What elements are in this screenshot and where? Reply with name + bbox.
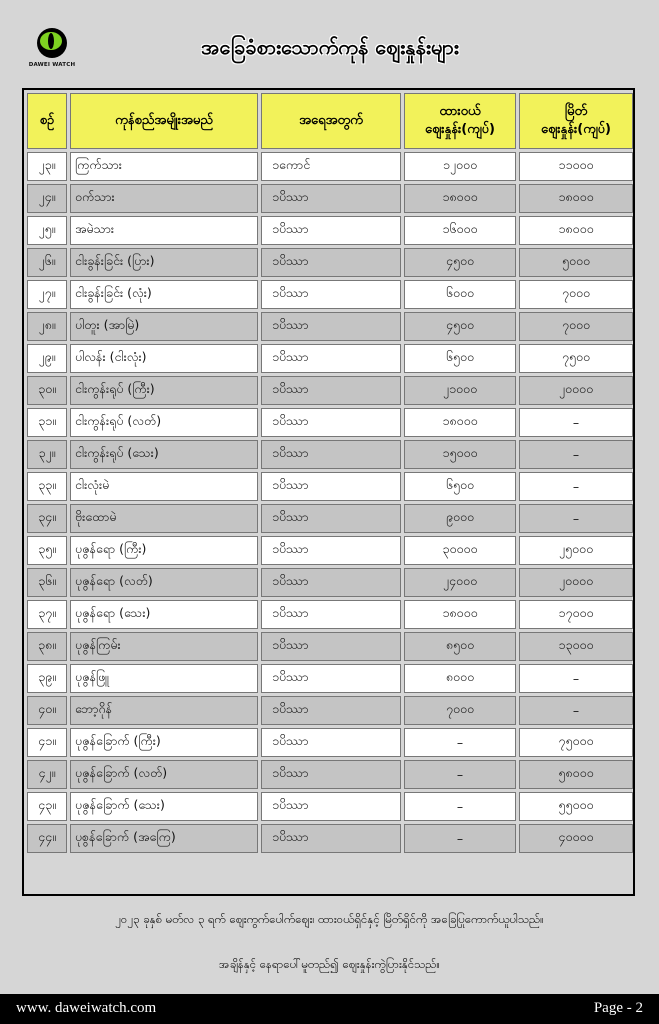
row-number: ၂၉။ [27, 344, 67, 373]
header-myeik-price [519, 93, 633, 149]
row-dawei-price: ၉၀၀၀ [404, 504, 516, 533]
row-myeik-price: ၇၀၀၀ [519, 312, 633, 341]
row-item-name: ပုဇွန်ခြောက် (ကြီး) [70, 728, 258, 757]
header-no: စဉ် [27, 93, 67, 149]
row-number: ၃၄။ [27, 504, 67, 533]
row-myeik-price: ၂၀၀၀၀ [519, 568, 633, 597]
row-item-name: ပုဇွန်ကြမ်း [70, 632, 258, 661]
row-unit: ၁ပိဿာ [261, 344, 401, 373]
row-number: ၄၄။ [27, 824, 67, 853]
row-myeik-price: – [519, 440, 633, 469]
row-unit: ၁ပိဿာ [261, 632, 401, 661]
row-item-name: ပါတူး (အာမြဲ) [70, 312, 258, 341]
row-number: ၄၀။ [27, 696, 67, 725]
row-myeik-price: ၇၀၀၀ [519, 280, 633, 309]
row-number: ၃၅။ [27, 536, 67, 565]
row-unit: ၁ပိဿာ [261, 536, 401, 565]
row-unit: ၁ပိဿာ [261, 792, 401, 821]
row-myeik-price: ၅၈၀၀၀ [519, 760, 633, 789]
row-item-name: ပုဇွန်ရော (ကြီး) [70, 536, 258, 565]
row-number: ၃၃။ [27, 472, 67, 501]
logo-text: DAWEI WATCH [28, 62, 76, 68]
row-myeik-price: ၄၀၀၀၀ [519, 824, 633, 853]
row-number: ၄၁။ [27, 728, 67, 757]
table-body [27, 152, 633, 853]
row-unit: ၁ပိဿာ [261, 760, 401, 789]
row-number: ၄၂။ [27, 760, 67, 789]
row-dawei-price: – [404, 824, 516, 853]
header-dawei-label: ထားဝယ် [439, 104, 481, 119]
row-dawei-price: – [404, 728, 516, 757]
row-myeik-price: ၂၅၀၀၀ [519, 536, 633, 565]
row-number: ၂၃။ [27, 152, 67, 181]
row-item-name: ငါးလုံးမဲ [70, 472, 258, 501]
table-row [27, 728, 633, 757]
row-item-name: ပုဇွန်ဖြူ [70, 664, 258, 693]
row-unit: ၁ပိဿာ [261, 664, 401, 693]
row-unit: ၁ပိဿာ [261, 824, 401, 853]
eye-logo-icon [32, 26, 72, 60]
row-unit: ၁ပိဿာ [261, 216, 401, 245]
row-dawei-price: ၄၅၀၀ [404, 248, 516, 277]
table-row [27, 536, 633, 565]
row-myeik-price: – [519, 504, 633, 533]
row-number: ၃၈။ [27, 632, 67, 661]
row-number: ၃၉။ [27, 664, 67, 693]
row-dawei-price: ၁၈၀၀၀ [404, 184, 516, 213]
row-myeik-price: ၇၅၀၀၀ [519, 728, 633, 757]
header-myeik-label: မြိတ် [564, 104, 588, 119]
row-dawei-price: – [404, 760, 516, 789]
table-row [27, 280, 633, 309]
row-myeik-price: – [519, 408, 633, 437]
row-unit: ၁ကောင် [261, 152, 401, 181]
table-row [27, 792, 633, 821]
row-number: ၃၂။ [27, 440, 67, 469]
footer-website: www. daweiwatch.com [16, 1000, 157, 1016]
row-item-name: ပုဇွန်ရော (သေး) [70, 600, 258, 629]
row-item-name: ငါးကွန်းရုပ် (လတ်) [70, 408, 258, 437]
table-row [27, 504, 633, 533]
table-header-row [27, 93, 633, 149]
table-row [27, 824, 633, 853]
row-dawei-price: ၈၅၀၀ [404, 632, 516, 661]
row-unit: ၁ပိဿာ [261, 408, 401, 437]
row-myeik-price: – [519, 664, 633, 693]
table-row [27, 472, 633, 501]
row-dawei-price: ၃၀၀၀၀ [404, 536, 516, 565]
row-myeik-price: ၂၀၀၀၀ [519, 376, 633, 405]
table-row [27, 216, 633, 245]
row-item-name: ကြက်သား [70, 152, 258, 181]
row-unit: ၁ပိဿာ [261, 280, 401, 309]
table-row [27, 696, 633, 725]
row-dawei-price: ၄၅၀၀ [404, 312, 516, 341]
row-dawei-price: ၁၂၀၀၀ [404, 152, 516, 181]
row-number: ၂၇။ [27, 280, 67, 309]
row-number: ၄၃။ [27, 792, 67, 821]
row-dawei-price: ၂၁၀၀၀ [404, 376, 516, 405]
row-number: ၃၆။ [27, 568, 67, 597]
row-myeik-price: ၁၇၀၀၀ [519, 600, 633, 629]
row-unit: ၁ပိဿာ [261, 248, 401, 277]
row-myeik-price: ၅၅၀၀၀ [519, 792, 633, 821]
row-item-name: အမဲသား [70, 216, 258, 245]
row-number: ၃၁။ [27, 408, 67, 437]
row-dawei-price: ၇၀၀၀ [404, 696, 516, 725]
header-dawei-price [404, 93, 516, 149]
row-item-name: ပုဇွန်ခြောက် (သေး) [70, 792, 258, 821]
row-dawei-price: ၆၅၀၀ [404, 472, 516, 501]
table-row [27, 184, 633, 213]
row-myeik-price: ၅၀၀၀ [519, 248, 633, 277]
row-item-name: ပုဇွန်ရော (လတ်) [70, 568, 258, 597]
row-dawei-price: ၆၅၀၀ [404, 344, 516, 373]
row-number: ၃၀။ [27, 376, 67, 405]
price-table [24, 90, 636, 856]
row-item-name: ဝက်သား [70, 184, 258, 213]
row-item-name: ဗိုးထောမဲ [70, 504, 258, 533]
dawei-watch-logo [26, 26, 78, 76]
table-row [27, 312, 633, 341]
row-unit: ၁ပိဿာ [261, 184, 401, 213]
row-myeik-price: ၇၅၀၀ [519, 344, 633, 373]
table-row [27, 440, 633, 469]
table-row [27, 152, 633, 181]
header-myeik-sub: ဈေးနှုန်း(ကျပ်) [541, 122, 611, 137]
header [0, 0, 659, 80]
row-number: ၂၅။ [27, 216, 67, 245]
header-item-name: ကုန်စည်အမျိုးအမည် [70, 93, 258, 149]
row-dawei-price: ၂၄၀၀၀ [404, 568, 516, 597]
row-dawei-price: ၆၀၀၀ [404, 280, 516, 309]
row-item-name: ငါးခွန်းခြင်း (ပြား) [70, 248, 258, 277]
price-table-container [22, 88, 635, 896]
row-item-name: ငါးကွန်းရုပ် (သေး) [70, 440, 258, 469]
row-dawei-price: ၁၆၀၀၀ [404, 216, 516, 245]
row-number: ၂၆။ [27, 248, 67, 277]
table-row [27, 664, 633, 693]
table-row [27, 600, 633, 629]
row-unit: ၁ပိဿာ [261, 568, 401, 597]
row-unit: ၁ပိဿာ [261, 696, 401, 725]
row-myeik-price: – [519, 696, 633, 725]
table-row [27, 632, 633, 661]
row-item-name: ပါလန်း (ငါးလုံး) [70, 344, 258, 373]
row-number: ၃၇။ [27, 600, 67, 629]
row-dawei-price: ၈၀၀၀ [404, 664, 516, 693]
row-myeik-price: – [519, 472, 633, 501]
row-dawei-price: ၁၅၀၀၀ [404, 440, 516, 469]
row-number: ၂၄။ [27, 184, 67, 213]
note-disclaimer: အချိန်နှင့် နေရာပေါ်မူတည်၍ ဈေးနှုန်းကွဲပြားနိုင်သည်။ [219, 957, 440, 971]
note-source: ၂၀၂၃ ခုနှစ် မတ်လ ၃ ရက် ဈေးကွက်ပေါက်ဈေး၊ ထားဝယ်ရှိင်နှင့် မြိတ်ရှိင်ကို အခြေပြုကောက်ယူပါသည်။ [115, 912, 544, 926]
row-myeik-price: ၁၈၀၀၀ [519, 216, 633, 245]
row-myeik-price: ၁၈၀၀၀ [519, 184, 633, 213]
row-dawei-price: ၁၈၀၀၀ [404, 408, 516, 437]
row-item-name: ပုဇွန်ခြောက် (လတ်) [70, 760, 258, 789]
row-item-name: ဘော့ဂိုန် [70, 696, 258, 725]
row-unit: ၁ပိဿာ [261, 440, 401, 469]
page-title: အခြေခံစားသောက်ကုန် ဈေးနှုန်းများ [201, 35, 459, 59]
row-unit: ၁ပိဿာ [261, 728, 401, 757]
row-unit: ၁ပိဿာ [261, 376, 401, 405]
row-dawei-price: – [404, 792, 516, 821]
row-unit: ၁ပိဿာ [261, 504, 401, 533]
row-dawei-price: ၁၈၀၀၀ [404, 600, 516, 629]
footer [0, 994, 659, 1024]
row-unit: ၁ပိဿာ [261, 600, 401, 629]
table-row [27, 568, 633, 597]
row-item-name: ငါးကွန်းရုပ် (ကြီး) [70, 376, 258, 405]
table-row [27, 760, 633, 789]
row-myeik-price: ၁၁၀၀၀ [519, 152, 633, 181]
row-unit: ၁ပိဿာ [261, 472, 401, 501]
table-row [27, 376, 633, 405]
row-item-name: ပုစွန်ခြောက် (အကြေ) [70, 824, 258, 853]
footer-page-number: Page - 2 [593, 1000, 643, 1016]
row-item-name: ငါးခွန်းခြင်း (လုံး) [70, 280, 258, 309]
row-myeik-price: ၁၃၀၀၀ [519, 632, 633, 661]
row-unit: ၁ပိဿာ [261, 312, 401, 341]
table-row [27, 344, 633, 373]
header-dawei-sub: ဈေးနှုန်း(ကျပ်) [425, 122, 495, 137]
table-row [27, 408, 633, 437]
table-row [27, 248, 633, 277]
header-unit: အရေအတွက် [261, 93, 401, 149]
row-number: ၂၈။ [27, 312, 67, 341]
